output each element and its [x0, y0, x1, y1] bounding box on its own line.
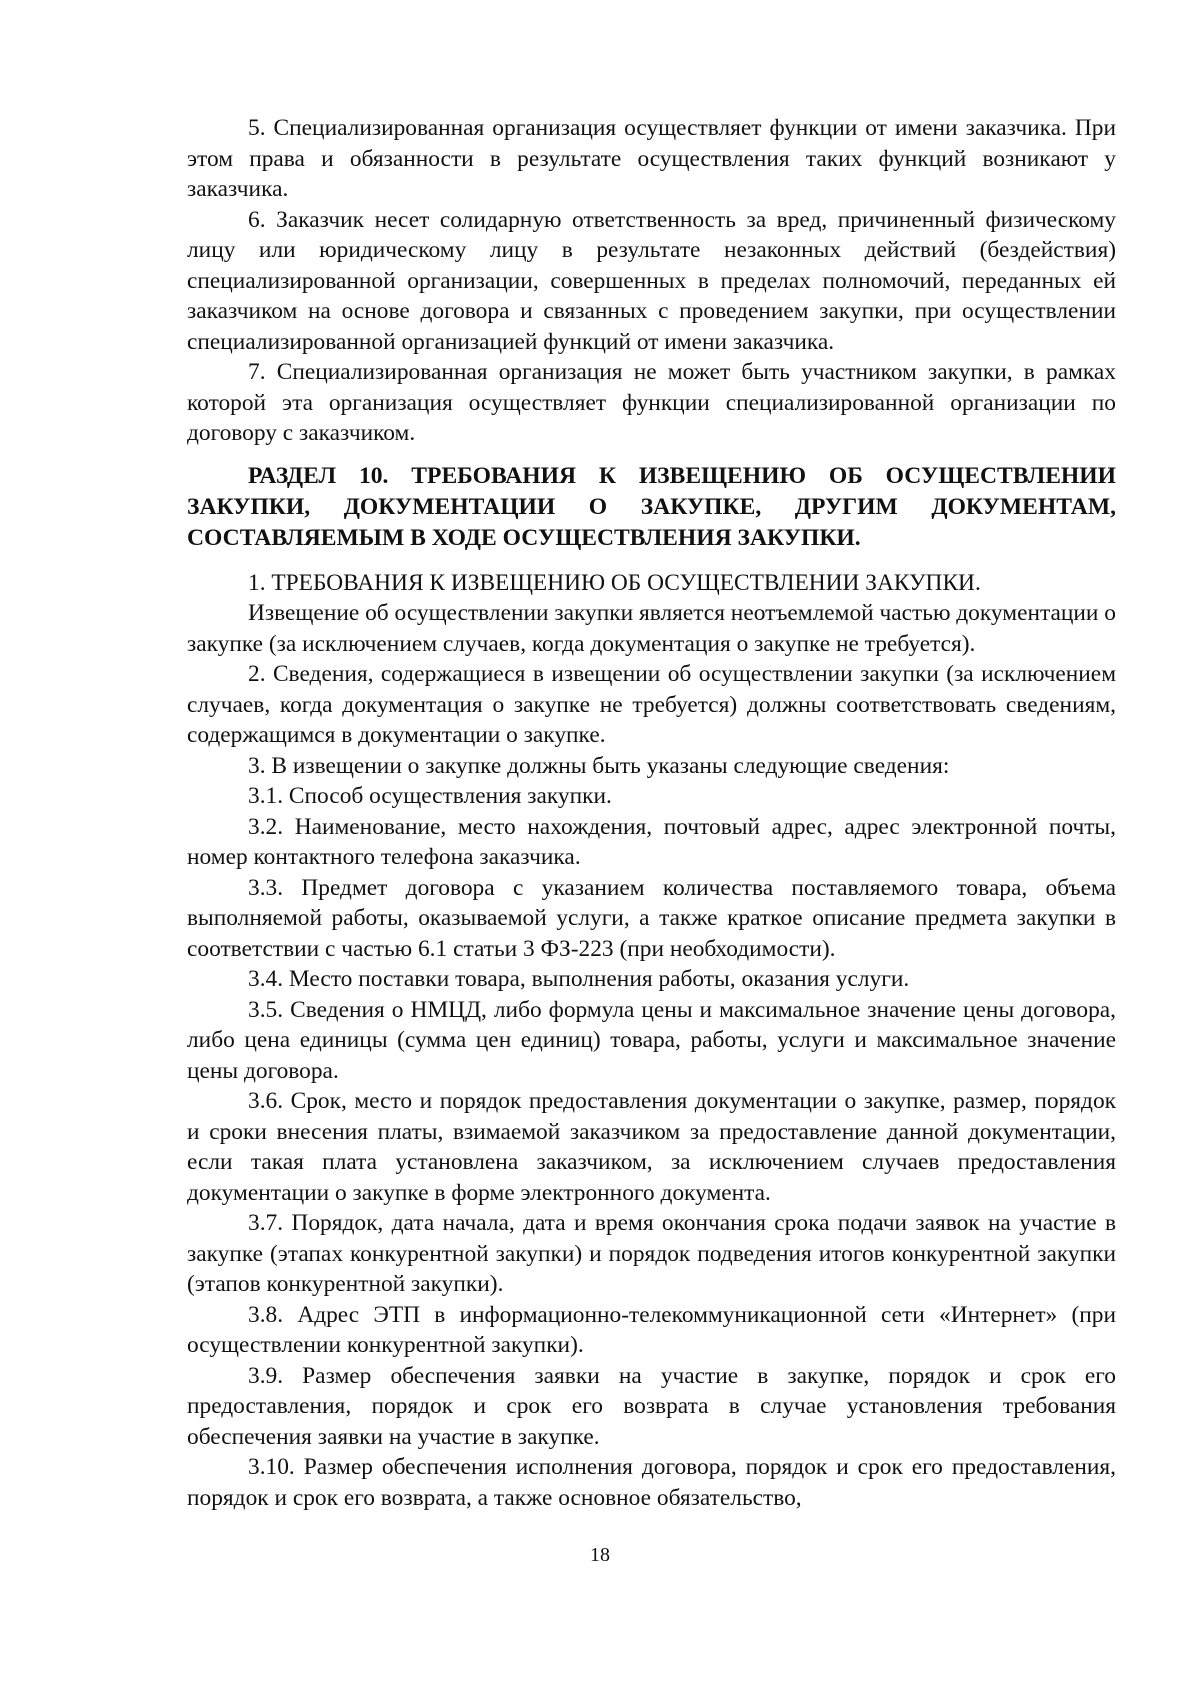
- subheading: 1. ТРЕБОВАНИЯ К ИЗВЕЩЕНИЮ ОБ ОСУЩЕСТВЛЕНИИ ЗАКУПКИ.: [248, 569, 981, 596]
- paragraph-2: 2. Сведения, содержащиеся в извещении об осуществлении закупки (за исключением случаев, когда документация о закупке не требуется) должны соответствовать сведениям, содержащимся в документации о закупке.: [187, 661, 1116, 748]
- paragraph-notice-intro: Извещение об осуществлении закупки является неотъемлемой частью документации о закупке (за исключением случаев, когда документация о закупке не требуется).: [187, 600, 1116, 657]
- paragraph-3-6: 3.6. Срок, место и порядок предоставления документации о закупке, размер, порядок и сроки внесения платы, взимаемой заказчиком за предоставление данной документации, если такая плата установлена заказчиком, за исключением случаев предоставления документации о закупке в форме электронного документа.: [187, 1088, 1116, 1206]
- paragraph-3: 3. В извещении о закупке должны быть указаны следующие сведения:: [248, 752, 950, 779]
- paragraph-3-2: 3.2. Наименование, место нахождения, почтовый адрес, адрес электронной почты, номер контактного телефона заказчика.: [187, 813, 1116, 870]
- paragraph-3-8: 3.8. Адрес ЭТП в информационно-телекоммуникационной сети «Интернет» (при осуществлении конкурентной закупки).: [187, 1301, 1116, 1358]
- paragraph-3-5: 3.5. Сведения о НМЦД, либо формула цены и максимальное значение цены договора, либо цена единицы (сумма цен единиц) товара, работы, услуги и максимальное значение цены договора.: [187, 996, 1116, 1084]
- paragraph-3-7: 3.7. Порядок, дата начала, дата и время окончания срока подачи заявок на участие в закупке (этапах конкурентной закупки) и порядок подведения итогов конкурентной закупки (этапов конкурентной закупки).: [187, 1210, 1116, 1297]
- paragraph-6: 6. Заказчик несет солидарную ответственность за вред, причиненный физическому лицу или юридическому лицу в результате незаконных действий (бездействия) специализированной организации, совершенных в пределах полномочий, переданных ей заказчиком на основе договора и связанных с проведением закупки, при осуществлении специализированной организацией функций от имени заказчика.: [187, 206, 1116, 355]
- paragraph-3-3: 3.3. Предмет договора с указанием количества поставляемого товара, объема выполняемой работы, оказываемой услуги, а также краткое описание предмета закупки в соответствии с частью 6.1 статьи 3 ФЗ-223 (при необходимости).: [187, 874, 1116, 962]
- page-number: 18: [590, 1544, 610, 1566]
- paragraph-3-10: 3.10. Размер обеспечения исполнения договора, порядок и срок его предоставления, порядок и срок его возврата, а также основное обязательство,: [187, 1454, 1116, 1511]
- section-heading: РАЗДЕЛ 10. ТРЕБОВАНИЯ К ИЗВЕЩЕНИЮ ОБ ОСУЩЕСТВЛЕНИИ ЗАКУПКИ, ДОКУМЕНТАЦИИ О ЗАКУПКЕ, ДРУГИМ ДОКУМЕНТАМ, СОСТАВЛЯЕМЫМ В ХОДЕ ОСУЩЕСТВЛЕНИЯ ЗАКУПКИ.: [187, 462, 1116, 551]
- paragraph-5: 5. Специализированная организация осуществляет функции от имени заказчика. При этом права и обязанности в результате осуществления таких функций возникают у заказчика.: [187, 115, 1116, 202]
- paragraph-3-9: 3.9. Размер обеспечения заявки на участие в закупке, порядок и срок его предоставления, порядок и срок его возврата в случае установления требования обеспечения заявки на участие в закупке.: [187, 1362, 1116, 1450]
- paragraph-7: 7. Специализированная организация не может быть участником закупки, в рамках которой эта организация осуществляет функции специализированной организации по договору с заказчиком.: [187, 359, 1116, 446]
- paragraph-3-1: 3.1. Способ осуществления закупки.: [248, 783, 612, 809]
- paragraph-3-4: 3.4. Место поставки товара, выполнения работы, оказания услуги.: [248, 966, 910, 992]
- document-body: [187, 113, 1116, 1513]
